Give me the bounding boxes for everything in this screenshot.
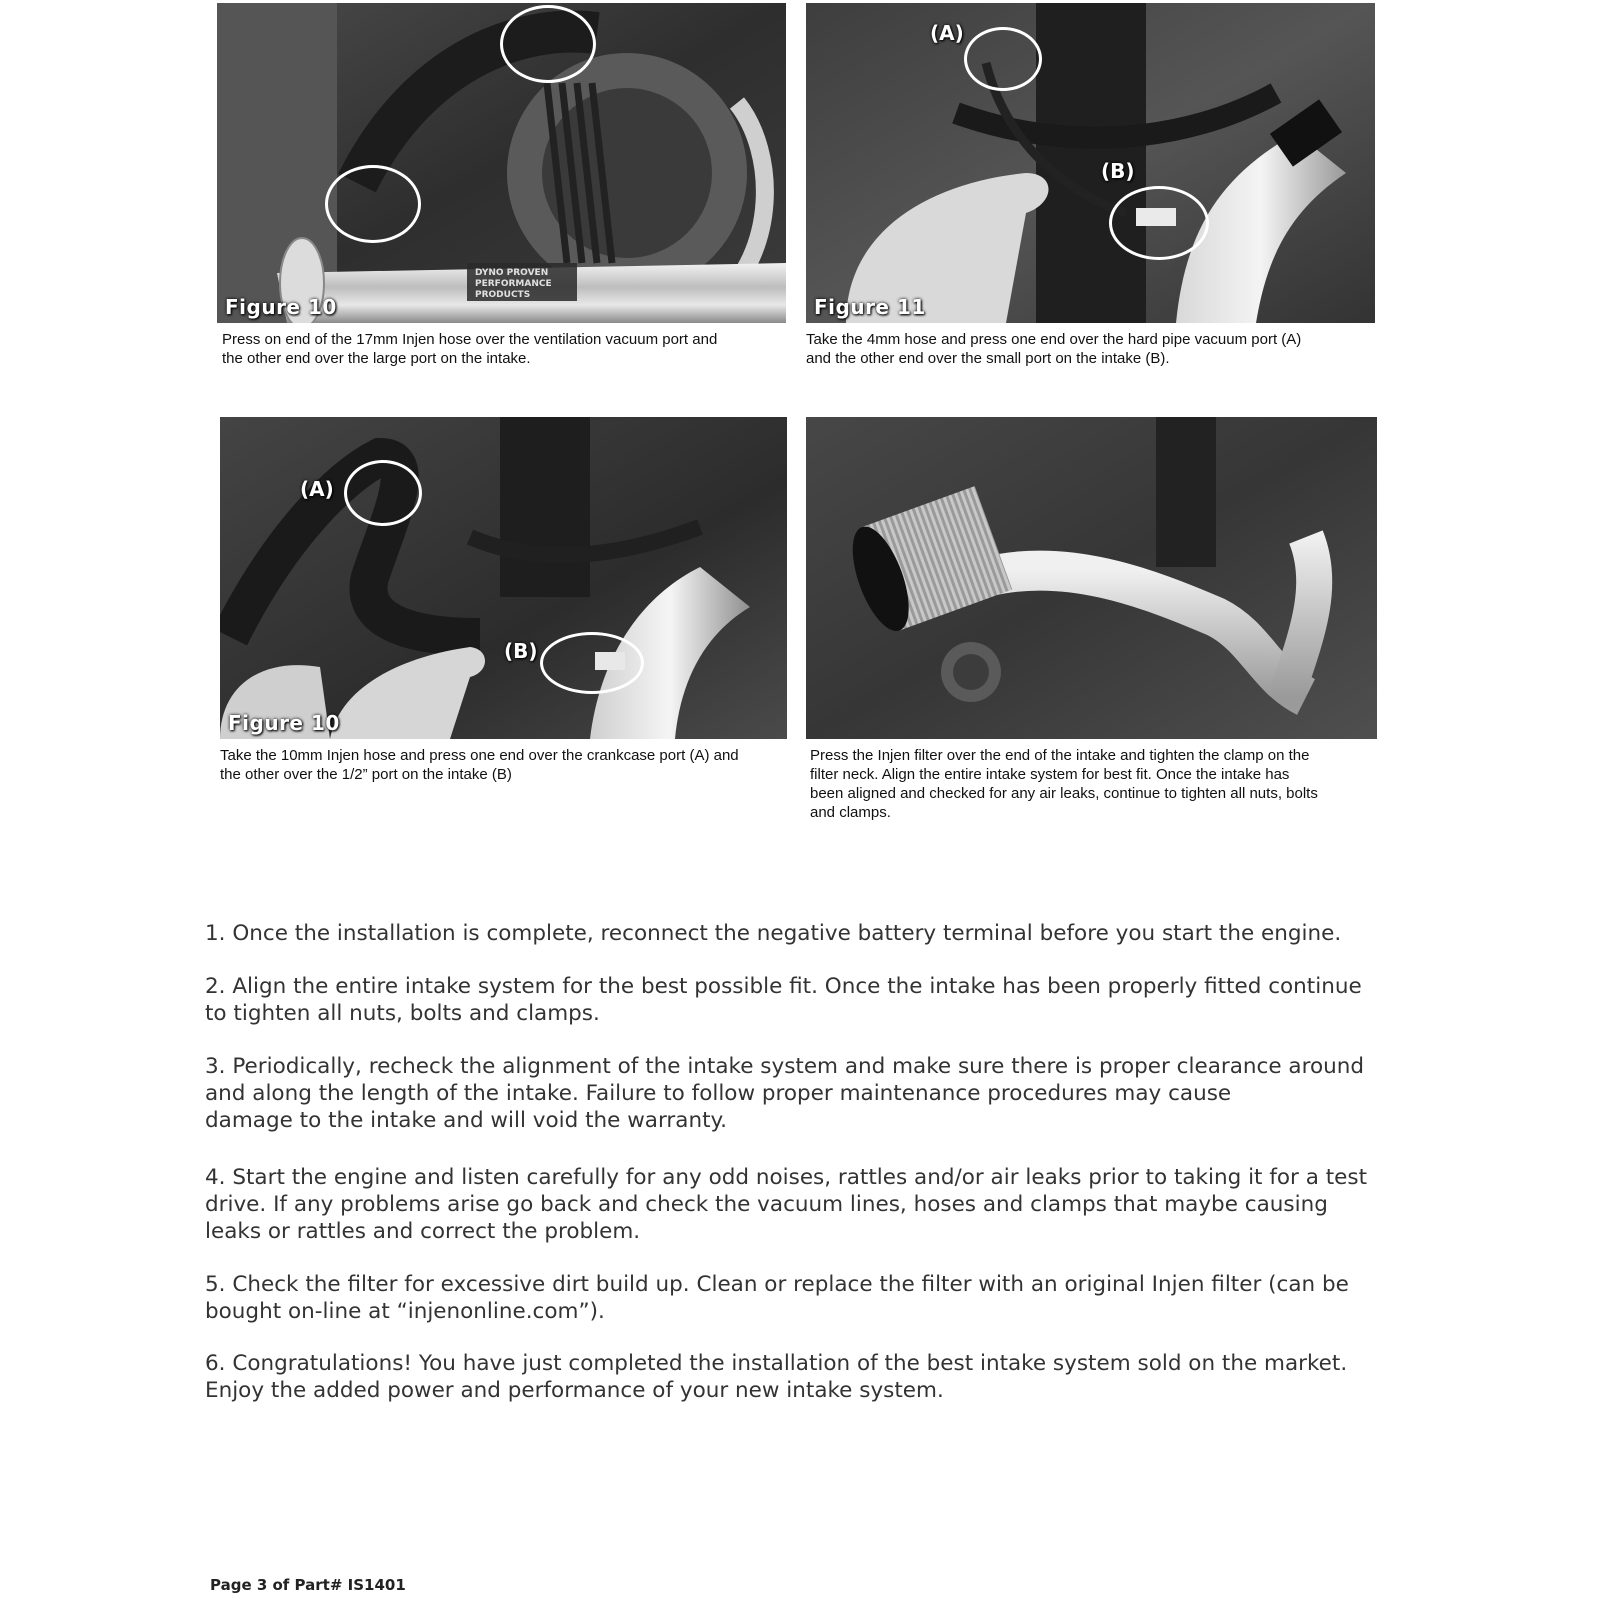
step-item: 2. Align the entire intake system for the best possible fit. Once the intake has been properly fitted continue to tighten all nuts, bolts and clamps. [205, 974, 1362, 1026]
highlight-circle [344, 460, 422, 526]
highlight-circle [325, 165, 421, 243]
page-footer: Page 3 of Part# IS1401 [210, 1576, 406, 1594]
highlight-circle [500, 5, 596, 83]
highlight-circle [1109, 186, 1209, 260]
figure-photo-2 [806, 3, 1375, 323]
figure-label: Figure 10 [228, 711, 340, 735]
marker-b: (B) [1101, 159, 1135, 183]
figure-label: Figure 10 [225, 295, 337, 319]
highlight-circle [964, 27, 1042, 91]
step-item: 6. Congratulations! You have just completed the installation of the best intake system sold on the market. Enjoy the added power and performance of your new intake system. [205, 1351, 1348, 1403]
step-item: 1. Once the installation is complete, reconnect the negative battery terminal before you start the engine. [205, 921, 1342, 946]
step-item: 4. Start the engine and listen carefully for any odd noises, rattles and/or air leaks prior to taking it for a test drive. If any problems arise go back and check the vacuum lines, hoses and clamps that maybe causing leaks or rattles and correct the problem. [205, 1165, 1368, 1244]
figure-caption: Press the Injen filter over the end of the intake and tighten the clamp on the filter neck. Align the entire intake system for best fit. Once the intake has been aligned and checked for any air leaks, continue to tighten all nuts, bolts and clamps. [810, 747, 1318, 821]
engine-bay-photo [806, 417, 1377, 739]
figure-photo-3 [220, 417, 787, 739]
highlight-circle [540, 632, 644, 694]
figure-caption: Press on end of the 17mm Injen hose over the ventilation vacuum port and the other end over the large port on the intake. [222, 331, 718, 367]
marker-b: (B) [504, 639, 538, 663]
figure-photo-1 [217, 3, 786, 323]
marker-a: (A) [300, 477, 334, 501]
figure-label: Figure 11 [814, 295, 926, 319]
pipe-logo [467, 263, 577, 301]
pipe-logo-text: DYNO PROVEN [475, 268, 549, 278]
step-item: 5. Check the filter for excessive dirt build up. Clean or replace the filter with an original Injen filter (can be bought on-line at “injenonline.com”). [205, 1272, 1349, 1324]
pipe-logo-text: PERFORMANCE [475, 279, 552, 289]
figure-photo-4 [806, 417, 1377, 739]
engine-bay-photo [806, 3, 1375, 323]
engine-bay-photo [220, 417, 787, 739]
marker-a: (A) [930, 21, 964, 45]
step-item: 3. Periodically, recheck the alignment of the intake system and make sure there is proper clearance around and along the length of the intake. Failure to follow proper maintenance procedures may cause damage to the intake and will void the warranty. [205, 1054, 1364, 1133]
pipe-logo-text: PRODUCTS [475, 290, 531, 300]
figure-caption: Take the 10mm Injen hose and press one end over the crankcase port (A) and the other over the 1/2” port on the intake (B) [220, 747, 739, 783]
figure-caption: Take the 4mm hose and press one end over the hard pipe vacuum port (A) and the other end over the small port on the intake (B). [806, 331, 1302, 367]
